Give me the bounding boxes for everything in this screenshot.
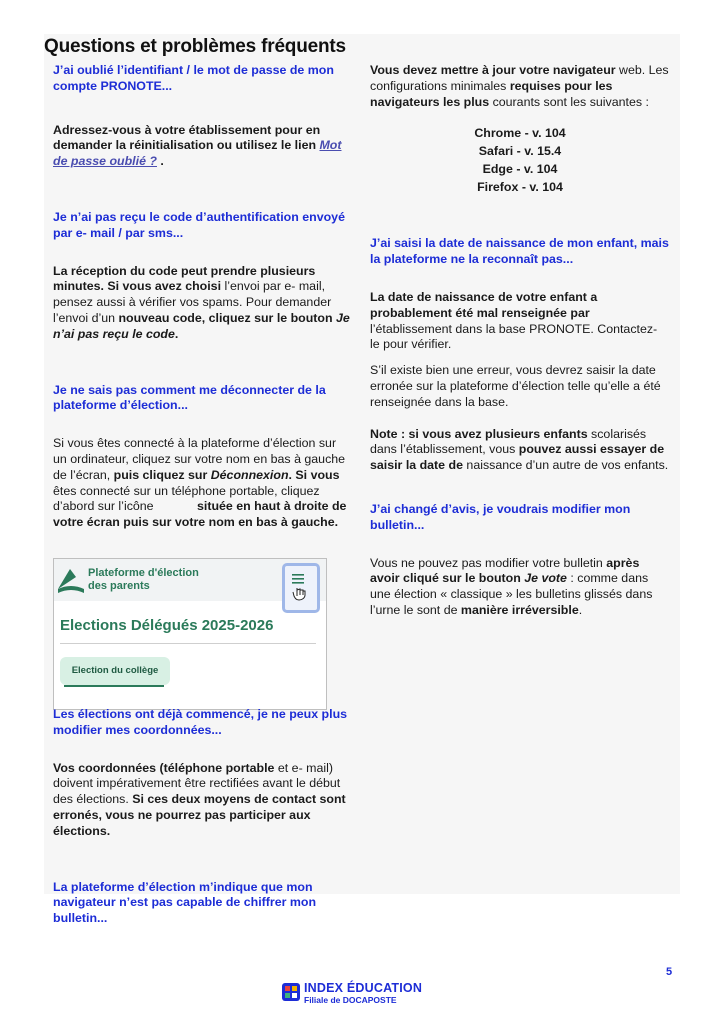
platform-screenshot [53, 558, 327, 710]
index-education-logo-icon [282, 983, 300, 1001]
hamburger-menu-icon [285, 566, 311, 604]
browser-item: Firefox - v. 104 [477, 180, 563, 195]
ballot-logo-icon [56, 563, 86, 597]
answer-birthdate-error: S’il existe bien une erreur, vous devrez saisir la date erronée sur la plateforme d’élection telle qu’elle a été renseignée dans la base. [370, 363, 661, 409]
page-title: Questions et problèmes fréquents [44, 36, 346, 57]
answer-coordinates: Vos coordonnées (téléphone portable et e- mail) doivent impérativement être rectifiées avant le début des élections. Si ces deux moyens de contact sont erronés, vous ne pourrez pas participer aux élections. [53, 760, 346, 838]
answer-browser: Vous devez mettre à jour votre navigateur web. Les configurations minimales requises pour les navigateurs les plus courants sont les suivantes : [370, 63, 669, 109]
answer-birthdate-note: Note : si vous avez plusieurs enfants scolarisés dans l’établissement, vous pouvez aussi essayer de saisir la date de naissance d’un autre de vos enfants. [370, 426, 669, 473]
forgot-password-link[interactable]: Mot de passe oublié ? [53, 138, 342, 169]
browser-item: Edge - v. 104 [482, 162, 558, 177]
brand-line1: Plateforme d'élection [88, 567, 199, 579]
footer-brand [282, 981, 462, 1007]
answer-no-code: La réception du code peut prendre plusieurs minutes. Si vous avez choisi l’envoi par e- mail, pensez aussi à vérifier vos spams. Pour demander l’envoi d’un nouveau code, cliquez sur le bouton Je n’ai pas reçu le code. [53, 263, 350, 341]
question-logout: Je ne sais pas comment me déconnecter de la plateforme d’élection... [53, 382, 326, 413]
question-forgot-login: J’ai oublié l’identifiant / le mot de passe de mon compte PRONOTE... [53, 63, 334, 93]
question-birthdate: J’ai saisi la date de naissance de mon enfant, mais la plateforme ne la reconnaît pas... [370, 236, 669, 267]
question-change-vote: J’ai changé d’avis, je voudrais modifier mon bulletin... [370, 501, 631, 532]
question-browser: La plateforme d’élection m’indique que mon navigateur n’est pas capable de chiffrer mon bulletin... [53, 879, 317, 926]
college-election-button[interactable]: Election du collège [60, 657, 170, 685]
answer-forgot-login: Adressez-vous à votre établissement pour en demander la réinitialisation ou utilisez le lien Mot de passe oublié ? . [53, 122, 342, 169]
browser-list [370, 124, 670, 196]
question-coordinates: Les élections ont déjà commencé, je ne peux plus modifier mes coordonnées... [53, 707, 348, 737]
answer-birthdate: La date de naissance de votre enfant a probablement été mal renseignée par l’établissement dans la base PRONOTE. Contactez- le pour vérifier. [370, 289, 658, 352]
answer-change-vote: Vous ne pouvez pas modifier votre bulletin après avoir cliqué sur le bouton Je vote : comme dans une élection « classique » les bulletins glissés dans l’urne le sont de manière irréversible. [370, 555, 653, 617]
right-column [370, 63, 670, 619]
footer-subsidiary: Filiale de DOCAPOSTE [304, 995, 397, 1005]
question-no-code: Je n’ai pas reçu le code d’authentification envoyé par e- mail / par sms... [53, 209, 345, 240]
hamburger-menu-button[interactable] [282, 563, 320, 613]
brand-line2: des parents [88, 580, 150, 592]
button-underline [64, 685, 164, 687]
browser-item: Safari - v. 15.4 [478, 144, 562, 159]
page-number: 5 [666, 966, 673, 978]
screenshot-divider [60, 643, 316, 644]
left-column [53, 63, 353, 531]
browser-item: Chrome - v. 104 [474, 126, 566, 141]
footer-company: INDEX ÉDUCATION [304, 981, 423, 995]
answer-logout: Si vous êtes connecté à la plateforme d’élection sur un ordinateur, cliquez sur votre nom en bas à gauche de l’écran, puis cliquez sur Déconnexion. Si vous êtes connecté sur un téléphone portable, cliquez d’abord sur l’icône située en haut à droite de votre écran puis sur votre nom en bas à gauche. [53, 436, 347, 530]
screenshot-header [54, 559, 326, 601]
left-column-bottom [53, 707, 353, 927]
screenshot-election-title: Elections Délégués 2025-2026 [60, 617, 274, 634]
